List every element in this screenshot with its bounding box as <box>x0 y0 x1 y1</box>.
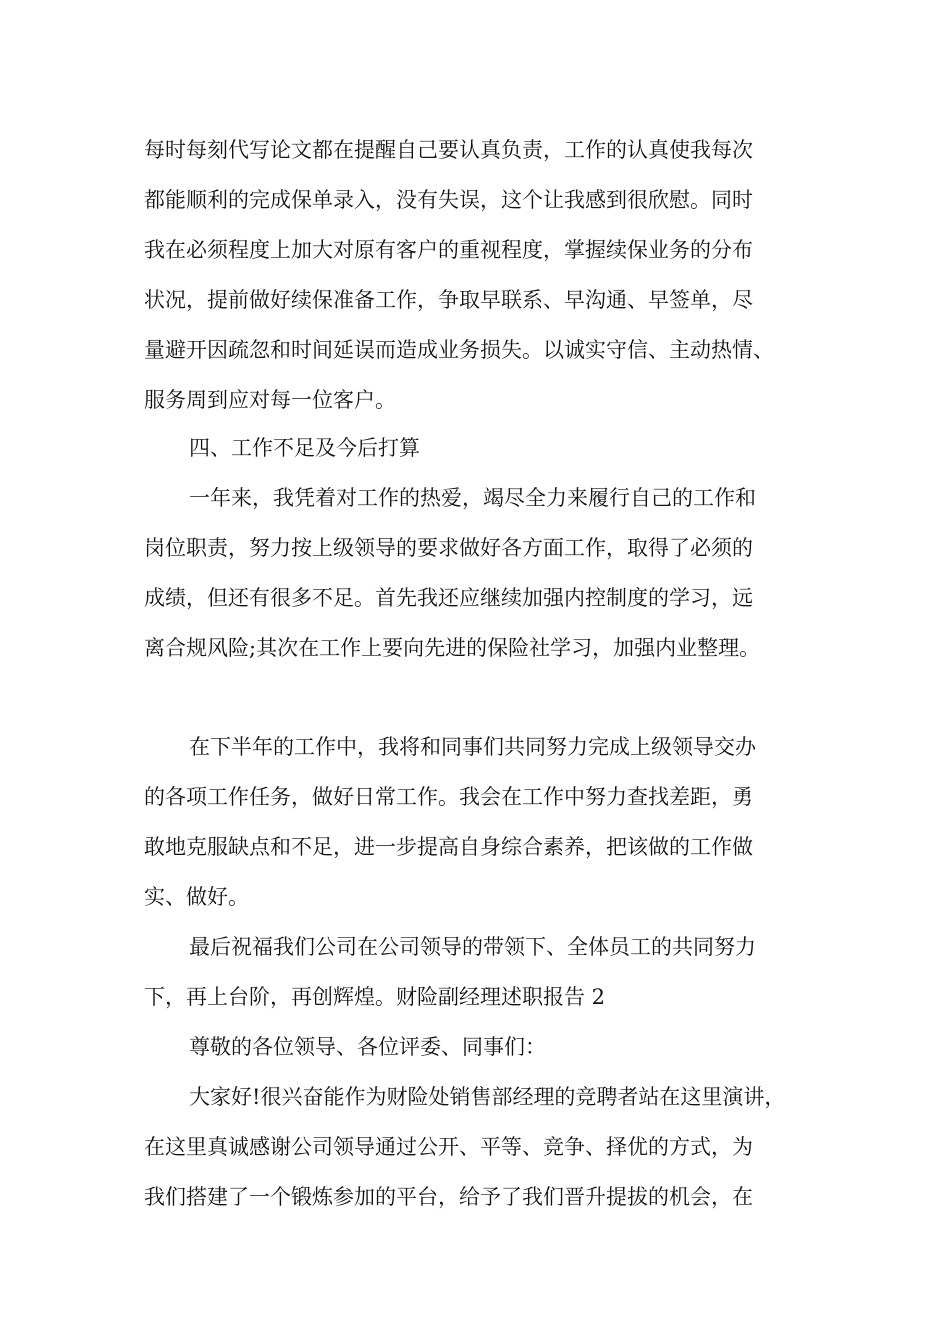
body-text-line: 都能顺利的完成保单录入，没有失误，这个让我感到很欣慰。同时 <box>144 188 753 212</box>
body-text-line: 状况，提前做好续保准备工作，争取早联系、早沟通、早签单，尽 <box>144 288 753 312</box>
body-text-line: 的各项工作任务，做好日常工作。我会在工作中努力查找差距，勇 <box>144 785 753 809</box>
body-text-line: 最后祝福我们公司在公司领导的带领下、全体员工的共同努力 <box>189 935 756 959</box>
body-text-line: 敢地克服缺点和不足，进一步提高自身综合素养，把该做的工作做 <box>144 835 753 859</box>
body-text-line: 下，再上台阶，再创辉煌。财险副经理述职报告 2 <box>144 985 606 1009</box>
body-text-line: 在下半年的工作中，我将和同事们共同努力完成上级领导交办 <box>189 735 756 759</box>
body-text-line: 离合规风险;其次在工作上要向先进的保险社学习，加强内业整理。 <box>144 636 761 660</box>
body-text-line: 我在必须程度上加大对原有客户的重视程度，掌握续保业务的分布 <box>144 238 753 262</box>
body-text-line: 我们搭建了一个锻炼参加的平台，给予了我们晋升提拔的机会，在 <box>144 1185 753 1209</box>
body-text-line: 成绩，但还有很多不足。首先我还应继续加强内控制度的学习，远 <box>144 586 753 610</box>
section-heading: 四、工作不足及今后打算 <box>189 436 420 460</box>
body-text-line: 岗位职责，努力按上级领导的要求做好各方面工作，取得了必须的 <box>144 536 753 560</box>
body-text-line: 量避开因疏忽和时间延误而造成业务损失。以诚实守信、主动热情、 <box>144 338 774 362</box>
body-text-line: 每时每刻代写论文都在提醒自己要认真负责，工作的认真使我每次 <box>144 138 753 162</box>
body-text-line: 在这里真诚感谢公司领导通过公开、平等、竞争、择优的方式，为 <box>144 1135 753 1159</box>
body-text-line: 实、做好。 <box>144 885 249 909</box>
body-text-line: 一年来，我凭着对工作的热爱，竭尽全力来履行自己的工作和 <box>189 486 756 510</box>
body-text-line: 大家好!很兴奋能作为财险处销售部经理的竞聘者站在这里演讲， <box>189 1085 786 1109</box>
salutation-line: 尊敬的各位领导、各位评委、同事们： <box>189 1035 546 1059</box>
body-text-line: 服务周到应对每一位客户。 <box>144 388 396 412</box>
